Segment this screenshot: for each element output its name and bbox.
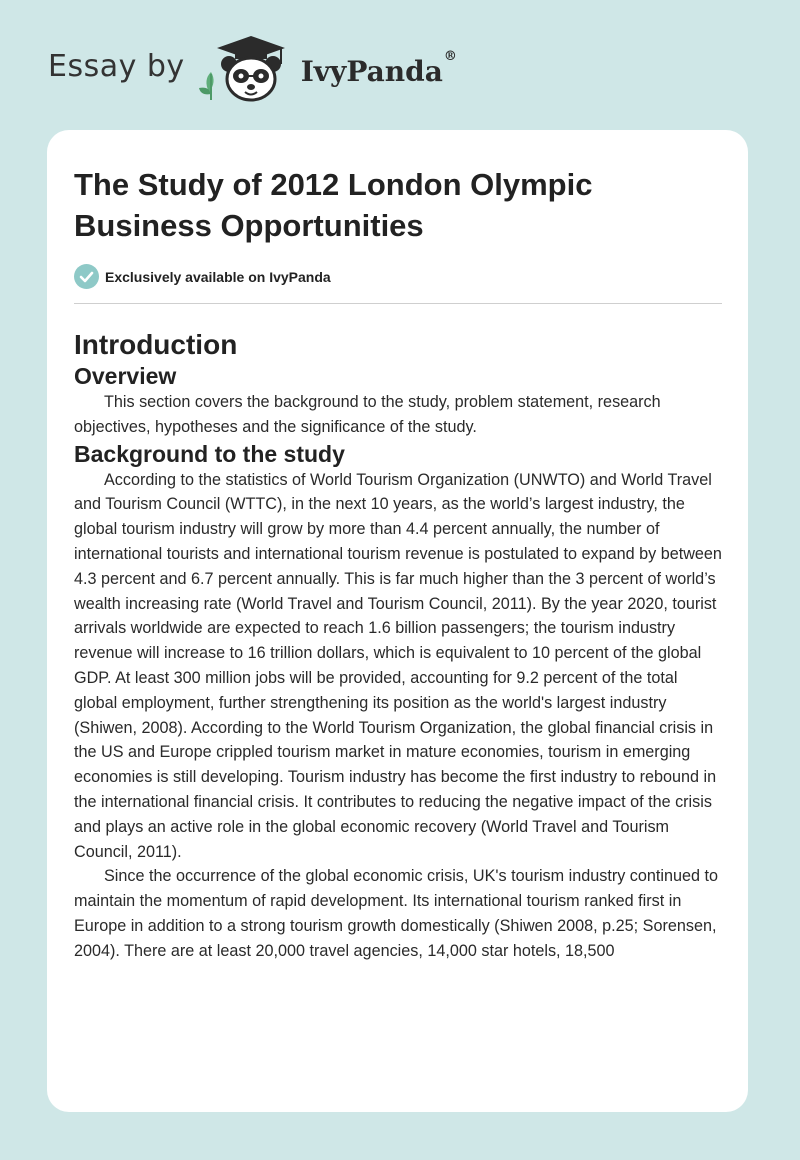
exclusive-badge: [74, 264, 722, 289]
check-circle-icon: [74, 264, 99, 289]
introduction-heading: Introduction: [74, 329, 238, 360]
background-paragraph-1: According to the statistics of World Tourism Organization (UNWTO) and World Travel and Tourism Council (WTTC), in the next 10 years, as the world’s largest industry, the global tourism industry will grow by more than 4.4 percent annually, the number of international tourists and international tourism revenue is postulated to expand by between 4.3 percent and 6.7 percent annually. This is far much higher than the 3 percent of world’s wealth increasing rate (World Travel and Tourism Council, 2011). By the year 2020, tourist arrivals worldwide are expected to reach 1.6 billion passengers; the tourism industry revenue will increase to 16 trillion dollars, which is equivalent to 10 percent of the global GDP. At least 300 million jobs will be provided, accounting for 9.2 percent of the total global employment, further strengthening its position as the world's largest industry (Shiwen, 2008). According to the World Tourism Organization, the global financial crisis in the US and Europe crippled tourism market in mature economies, tourism in emerging economies is still developing. Tourism industry has become the first industry to rebound in the international financial crisis. It contributes to reducing the negative impact of the crisis and plays an active role in the global economic recovery (World Travel and Tourism Council, 2011).: [74, 470, 722, 861]
essay-by-label: Essay by: [48, 48, 185, 84]
background-paragraph-2: Since the occurrence of the global economic crisis, UK's tourism industry continued to maintain the momentum of rapid development. Its international tourism ranked first in Europe in addition to a strong tourism growth domestically (Shiwen 2008, p.25; Sorensen, 2004). There are at least 20,000 travel agencies, 14,000 star hotels, 18,500: [74, 867, 719, 960]
overview-heading: Overview: [74, 363, 177, 389]
page-title: The Study of 2012 London Olympic Business Opportunities: [74, 167, 593, 243]
background-heading: Background to the study: [74, 440, 345, 467]
site-brand[interactable]: [48, 34, 457, 104]
panda-graduate-icon: [199, 34, 295, 104]
title-divider: [74, 303, 722, 304]
exclusive-badge-label: Exclusively available on IvyPanda: [105, 268, 331, 285]
ivypanda-logo-text: IvyPanda®: [300, 48, 457, 88]
overview-paragraph: This section covers the background to the study, problem statement, research objectives, hypotheses and the significance of the study.: [74, 393, 661, 436]
essay-card: [47, 130, 748, 1112]
